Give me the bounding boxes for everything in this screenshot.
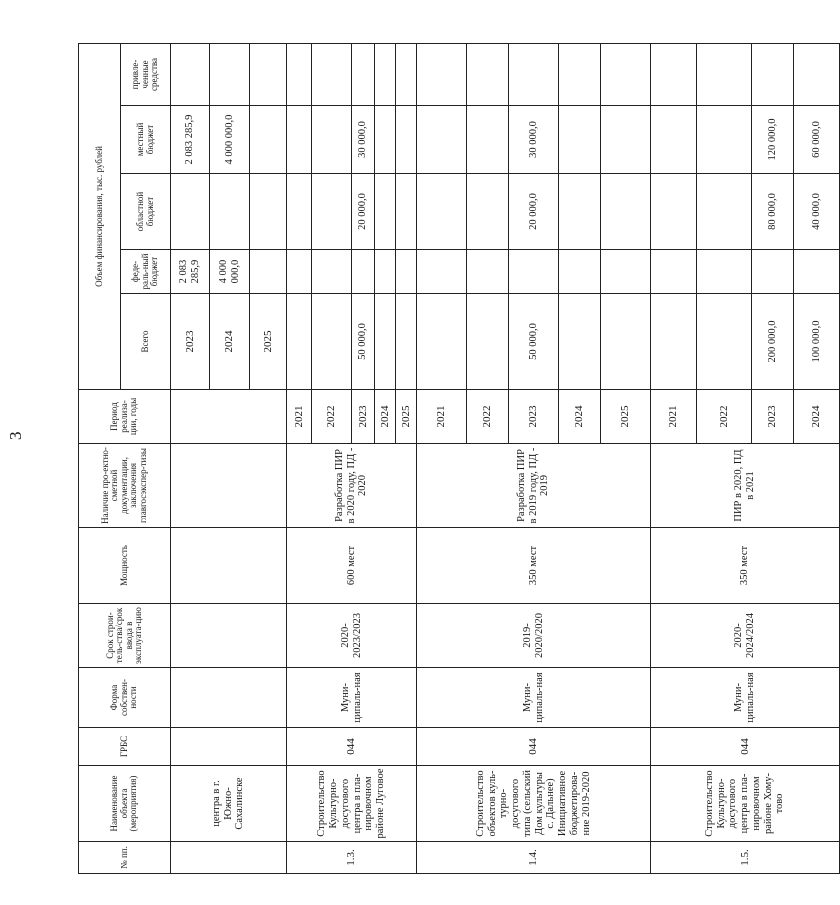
regional-cell <box>601 174 651 250</box>
header-volume: Объем финансирования, тыс. рублей <box>79 43 121 389</box>
object-capacity: 350 мест <box>651 528 840 604</box>
object-num: 1.3. <box>287 842 417 874</box>
total-cell: 4 000 000,0 <box>210 250 250 294</box>
federal-cell <box>171 174 210 250</box>
object-name: Строительство Культурно-досугового центра в пла-нировочном районе Хому-тово <box>651 766 840 842</box>
total-cell <box>375 294 396 390</box>
object-attr-cell <box>171 390 287 444</box>
regional-cell <box>697 174 752 250</box>
header-local: местный бюджет <box>121 106 171 174</box>
period-cell: 2023 <box>509 390 559 444</box>
period-cell: 2021 <box>417 390 467 444</box>
object-num: 1.4. <box>417 842 651 874</box>
attracted-cell <box>697 43 752 105</box>
attracted-cell <box>352 43 375 105</box>
regional-cell <box>375 174 396 250</box>
header-docs: Наличие про-ектно-сметной документации, заключения главгосэкспер-тизы <box>79 444 171 528</box>
attracted-cell <box>375 43 396 105</box>
period-cell: 2025 <box>250 294 287 390</box>
page-number: 3 <box>6 431 25 440</box>
federal-cell <box>752 250 794 294</box>
header-regional: областной бюджет <box>121 174 171 250</box>
table-row <box>171 43 210 873</box>
local-cell: 120 000,0 <box>752 106 794 174</box>
local-cell <box>697 106 752 174</box>
object-grbs: 044 <box>287 728 417 766</box>
header-capacity: Мощность <box>79 528 171 604</box>
header-federal: феде-раль-ный бюджет <box>121 250 171 294</box>
total-cell: 50 000,0 <box>352 294 375 390</box>
total-cell <box>697 294 752 390</box>
period-cell: 2022 <box>467 390 509 444</box>
object-grbs: 044 <box>417 728 651 766</box>
attracted-cell <box>651 43 697 105</box>
object-name: Строительство Культурно-досугового центра в пла-нировочном районе Луговое <box>287 766 417 842</box>
object-grbs: 044 <box>651 728 840 766</box>
total-cell <box>287 294 312 390</box>
attracted-cell <box>559 43 601 105</box>
attracted-cell <box>417 43 467 105</box>
regional-cell <box>467 174 509 250</box>
federal-cell <box>467 250 509 294</box>
local-cell <box>250 43 287 105</box>
attracted-cell <box>601 43 651 105</box>
regional-cell: 2 083 285,9 <box>171 106 210 174</box>
object-docs: Разработка ПИР в 2020 году, ПД - 2020 <box>287 444 417 528</box>
header-ownership: Форма собствен-ности <box>79 668 171 728</box>
regional-cell <box>559 174 601 250</box>
object-docs: ПИР в 2020, ПД в 2021 <box>651 444 840 528</box>
header-period: Период реализа-ции, годы <box>79 390 171 444</box>
period-cell: 2023 <box>352 390 375 444</box>
federal-cell <box>794 250 840 294</box>
federal-cell <box>396 250 417 294</box>
federal-cell <box>651 250 697 294</box>
federal-cell <box>312 250 352 294</box>
total-cell <box>250 250 287 294</box>
object-num: 1.5. <box>651 842 840 874</box>
period-cell: 2023 <box>752 390 794 444</box>
table-row <box>417 43 467 873</box>
regional-cell: 80 000,0 <box>752 174 794 250</box>
regional-cell: 40 000,0 <box>794 174 840 250</box>
object-term: 2019-2020/2020 <box>417 604 651 668</box>
object-attr-cell <box>171 444 287 528</box>
period-cell: 2023 <box>171 294 210 390</box>
total-cell: 100 000,0 <box>794 294 840 390</box>
object-term: 2020-2024/2024 <box>651 604 840 668</box>
object-attr-cell <box>171 528 287 604</box>
regional-cell <box>250 106 287 174</box>
federal-cell <box>601 250 651 294</box>
regional-cell <box>396 174 417 250</box>
header-row <box>79 43 121 873</box>
federal-cell <box>250 174 287 250</box>
period-cell: 2024 <box>375 390 396 444</box>
table-row <box>287 43 312 873</box>
total-cell <box>467 294 509 390</box>
object-term: 2020-2023/2023 <box>287 604 417 668</box>
total-cell <box>559 294 601 390</box>
object-docs: Разработка ПИР в 2019 году, ПД - 2019 <box>417 444 651 528</box>
table-row <box>651 43 697 873</box>
object-num <box>171 842 287 874</box>
federal-cell <box>210 174 250 250</box>
total-cell <box>396 294 417 390</box>
regional-cell: 20 000,0 <box>509 174 559 250</box>
local-cell <box>559 106 601 174</box>
federal-cell <box>417 250 467 294</box>
regional-cell: 20 000,0 <box>352 174 375 250</box>
object-name: центра в г. Южно-Сахалинске <box>171 766 287 842</box>
object-attr-cell <box>171 604 287 668</box>
rotated-table-container <box>78 44 823 874</box>
object-ownership: Муни-ципаль-ная <box>417 668 651 728</box>
attracted-cell <box>794 43 840 105</box>
period-cell: 2022 <box>312 390 352 444</box>
header-total: Всего <box>121 294 171 390</box>
federal-cell <box>559 250 601 294</box>
attracted-cell <box>467 43 509 105</box>
header-grbs: ГРБС <box>79 728 171 766</box>
regional-cell <box>287 174 312 250</box>
attracted-cell <box>396 43 417 105</box>
period-cell: 2022 <box>697 390 752 444</box>
federal-cell <box>375 250 396 294</box>
regional-cell: 4 000 000,0 <box>210 106 250 174</box>
total-cell: 200 000,0 <box>752 294 794 390</box>
federal-cell <box>287 250 312 294</box>
attracted-cell <box>752 43 794 105</box>
object-attr-cell <box>171 728 287 766</box>
period-cell: 2021 <box>287 390 312 444</box>
local-cell <box>396 106 417 174</box>
total-cell: 50 000,0 <box>509 294 559 390</box>
total-cell <box>651 294 697 390</box>
header-term: Срок строи-тель-ства/срок ввода в эксплуата-цию <box>79 604 171 668</box>
object-name: Строительство объектов куль-турно-досугового типа (сельский Дом культуры с. Дальнее) Инициативное бюджетирова-ние 2019-2020 <box>417 766 651 842</box>
federal-cell <box>697 250 752 294</box>
total-cell <box>312 294 352 390</box>
financing-table <box>78 43 840 874</box>
local-cell: 30 000,0 <box>509 106 559 174</box>
local-cell: 60 000,0 <box>794 106 840 174</box>
header-name: Наименование объекта (мероприятия) <box>79 766 171 842</box>
local-cell <box>375 106 396 174</box>
federal-cell <box>352 250 375 294</box>
regional-cell <box>417 174 467 250</box>
local-cell <box>210 43 250 105</box>
local-cell <box>467 106 509 174</box>
object-capacity: 600 мест <box>287 528 417 604</box>
regional-cell <box>651 174 697 250</box>
object-ownership: Муни-ципаль-ная <box>287 668 417 728</box>
total-cell: 2 083 285,9 <box>171 250 210 294</box>
local-cell <box>171 43 210 105</box>
attracted-cell <box>287 43 312 105</box>
total-cell <box>417 294 467 390</box>
regional-cell <box>312 174 352 250</box>
period-cell: 2024 <box>559 390 601 444</box>
period-cell: 2021 <box>651 390 697 444</box>
local-cell: 30 000,0 <box>352 106 375 174</box>
object-capacity: 350 мест <box>417 528 651 604</box>
period-cell: 2024 <box>210 294 250 390</box>
period-cell: 2025 <box>396 390 417 444</box>
local-cell <box>651 106 697 174</box>
total-cell <box>601 294 651 390</box>
federal-cell <box>509 250 559 294</box>
local-cell <box>601 106 651 174</box>
local-cell <box>312 106 352 174</box>
attracted-cell <box>312 43 352 105</box>
local-cell <box>287 106 312 174</box>
object-attr-cell <box>171 668 287 728</box>
header-attracted: привле-ченные средства <box>121 43 171 105</box>
period-cell: 2024 <box>794 390 840 444</box>
period-cell: 2025 <box>601 390 651 444</box>
header-num: № пп. <box>79 842 171 874</box>
local-cell <box>417 106 467 174</box>
object-ownership: Муни-ципаль-ная <box>651 668 840 728</box>
attracted-cell <box>509 43 559 105</box>
